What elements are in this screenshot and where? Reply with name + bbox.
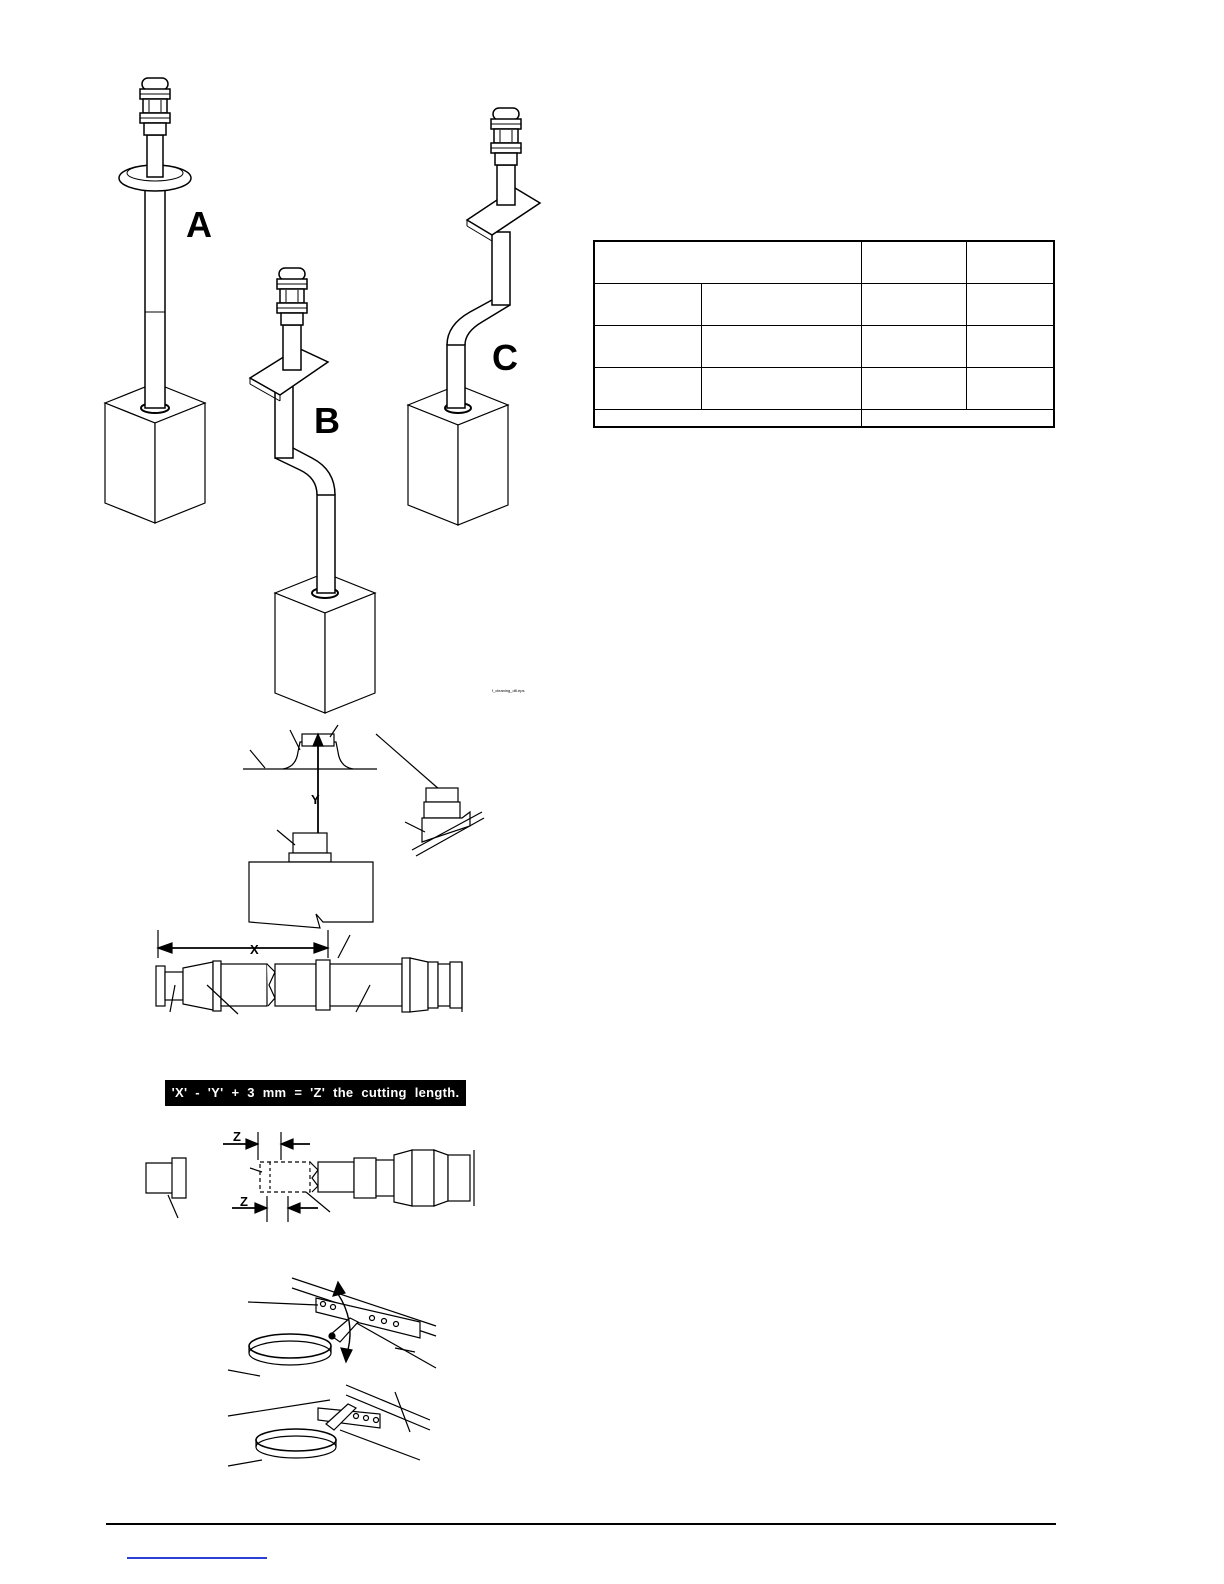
flue-option-a [105,78,205,523]
roof-measurement-figure [243,725,484,928]
drawing-ref: f_cleaning_d8.eps [492,688,525,693]
flue-option-b [250,268,375,713]
cutting-length-figure [146,1132,474,1222]
table-row [594,325,1054,367]
dim-x-label: X [250,942,259,957]
label-a: A [186,204,212,245]
flue-option-c [408,108,540,525]
table-header-cell [862,241,967,283]
table-header-cell [967,241,1055,283]
table-row [594,409,1054,427]
dim-z-bottom-label: Z [240,1194,248,1209]
horizontal-measurement-figure [156,930,462,1014]
cutting-formula-banner: 'X' - 'Y' + 3 mm = 'Z' the cutting length. [165,1080,466,1106]
bracket-figure [228,1278,436,1466]
table-row [594,367,1054,409]
footer-link-underline[interactable] [127,1557,267,1559]
spec-table [593,240,1055,428]
footer-rule [106,1523,1056,1525]
label-c: C [492,337,518,378]
label-b: B [314,400,340,441]
table-header-cell [594,241,862,283]
dim-y-label: Y [311,792,320,807]
dim-z-top-label: Z [233,1129,241,1144]
table-row [594,283,1054,325]
